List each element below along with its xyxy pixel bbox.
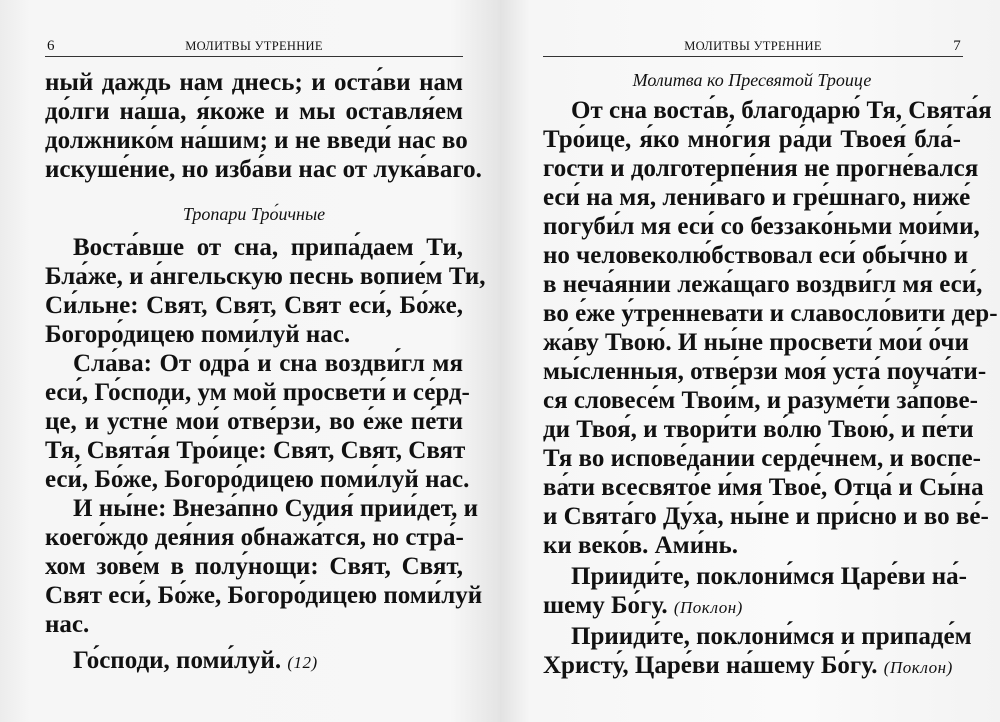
line-text: во е́же у́тренневати и славосло́вити дер- <box>543 300 998 327</box>
text-line <box>543 241 969 270</box>
line-text: И ны́не: Внеза́пно Судия́ прии́дет, и <box>73 495 478 522</box>
line-text: Го́споди, поми́луй. <box>73 647 282 674</box>
paragraph <box>45 494 483 639</box>
text-line <box>45 552 463 581</box>
line-text: Прииди́те, поклони́мся и припаде́м <box>571 623 972 650</box>
page-text <box>543 66 998 680</box>
running-head-title: МОЛИТВЫ УТРЕННИЕ <box>185 39 323 53</box>
line-text: до́лги на́ша, я́коже и мы оставля́ем <box>45 98 463 125</box>
text-line <box>45 646 463 675</box>
line-text: погуби́л мя еси́ со беззако́ньми мои́ми, <box>543 213 980 240</box>
text-line <box>543 328 969 357</box>
paragraph <box>45 68 482 184</box>
text-line <box>543 270 983 299</box>
text-line <box>45 291 463 320</box>
text-line <box>543 444 981 473</box>
text-line <box>543 96 992 125</box>
text-line <box>45 436 466 465</box>
text-line <box>45 97 463 126</box>
text-line <box>45 465 470 494</box>
text-line <box>543 357 987 386</box>
text-line <box>45 581 483 610</box>
line-text: шему Бо́гу. <box>543 592 668 619</box>
page-number: 7 <box>953 38 961 54</box>
rubric-note: (Поклон) <box>883 658 953 677</box>
line-text: Свят еси́, Бо́же, Богоро́дицею поми́луй <box>45 582 483 609</box>
paragraph <box>543 96 998 560</box>
line-text: ки веко́в. Ами́нь. <box>543 532 738 559</box>
text-line <box>45 610 463 639</box>
line-text: еси́, Го́споди, ум мой просвети́ и се́рд- <box>45 379 470 406</box>
line-text: хом зове́м в полу́нощи: Свят, Свят, <box>45 553 463 580</box>
text-line <box>45 523 463 552</box>
text-line <box>543 622 972 651</box>
text-line <box>45 233 463 262</box>
paragraph <box>45 646 463 675</box>
text-line <box>45 378 470 407</box>
text-line <box>543 386 978 415</box>
line-text: Воста́вше от сна, припа́даем Ти, <box>73 234 463 261</box>
running-header <box>543 36 963 57</box>
text-line <box>45 320 463 349</box>
text-line <box>543 415 974 444</box>
line-text: ся словесе́м Твои́м, и разуме́ти за́пове- <box>543 387 978 414</box>
line-text: От сна воста́в, благодарю́ Тя, Свята́я <box>571 97 992 124</box>
running-header <box>45 36 463 57</box>
line-text: Тя во испове́дании серде́чнем, и воспе- <box>543 445 981 472</box>
page-number: 6 <box>47 38 55 54</box>
line-text: Сла́ва: От одра́ и сна воздви́гл мя <box>73 350 463 377</box>
text-line <box>543 502 989 531</box>
text-line <box>45 407 463 436</box>
rubric-note: (12) <box>287 653 318 672</box>
text-line <box>45 68 463 97</box>
paragraph <box>45 349 470 494</box>
line-text: це, и устне́ мои́ отве́рзи, во е́же пе́ти <box>45 408 463 435</box>
section-subtitle: Молитва ко Пресвятой Троице <box>632 70 872 90</box>
line-text: Прииди́те, поклони́мся Царе́ви на́- <box>571 563 967 590</box>
line-text: должнико́м на́шим; и не введи́ нас во <box>45 127 468 154</box>
line-text: коего́ждо дея́ния обнажа́тся, но стра́- <box>45 524 464 551</box>
text-line <box>543 473 984 502</box>
line-text: Си́льне: Свят, Свят, Свят еси́, Бо́же, <box>45 292 463 319</box>
text-line <box>543 562 967 591</box>
text-line <box>543 531 961 560</box>
text-line <box>45 262 486 291</box>
running-head-title: МОЛИТВЫ УТРЕННИЕ <box>684 39 822 53</box>
text-line <box>543 591 961 620</box>
line-text: в неча́янии лежа́щаго воздви́гл мя еси́, <box>543 271 983 298</box>
line-text: и Свята́го Ду́ха, ны́не и при́сно и во ве́- <box>543 503 989 530</box>
line-text: Богоро́дицею поми́луй нас. <box>45 321 351 348</box>
line-text: искуше́ние, но изба́ви нас от лука́ваго. <box>45 156 482 183</box>
line-text: гости и долготерпе́ния не прогне́вался <box>543 155 979 182</box>
line-text: Тя, Свята́я Тро́ице: Свят, Свят, Свят <box>45 437 466 464</box>
text-line <box>45 126 468 155</box>
text-line <box>543 125 961 154</box>
text-line <box>543 651 961 680</box>
text-line <box>45 155 482 184</box>
line-text: еси́, Бо́же, Богоро́дицею поми́луй нас. <box>45 466 470 493</box>
page-text <box>45 68 486 675</box>
line-text: ва́ти всесвято́е и́мя Твое́, Отца́ и Сы́на <box>543 474 984 501</box>
line-text: нас. <box>45 611 90 638</box>
paragraph <box>45 233 486 349</box>
text-line <box>45 494 478 523</box>
text-line <box>543 212 980 241</box>
line-text: но человеколю́бствовал еси́ обы́чно и <box>543 242 969 269</box>
paragraph <box>543 562 967 620</box>
rubric-note: (Поклон) <box>673 598 743 617</box>
right-page <box>500 0 1000 722</box>
text-line <box>543 154 979 183</box>
line-text: жа́ву Твою́. И ны́не просвети́ мои́ о́чи <box>543 329 969 356</box>
line-text: ди Твоя́, и твори́ти во́лю Твою́, и пе́ти <box>543 416 974 443</box>
text-line <box>45 349 463 378</box>
line-text: Христу́, Царе́ви на́шему Бо́гу. <box>543 652 878 679</box>
line-text: Тро́ице, я́ко мно́гия ра́ди Твоея́ бла́- <box>543 126 961 153</box>
section-subtitle: Тропари Тро́ичные <box>182 204 326 224</box>
text-line <box>543 299 998 328</box>
text-line <box>543 183 971 212</box>
paragraph <box>543 622 972 680</box>
line-text: Бла́же, и а́нгельскую песнь вопие́м Ти, <box>45 263 486 290</box>
line-text: ный даждь нам днесь; и оста́ви нам <box>45 69 463 96</box>
line-text: мы́сленныя, отве́рзи моя́ уста́ поуча́ти- <box>543 358 987 385</box>
line-text: еси́ на мя, лени́ваго и гре́шнаго, ниже́ <box>543 184 971 211</box>
